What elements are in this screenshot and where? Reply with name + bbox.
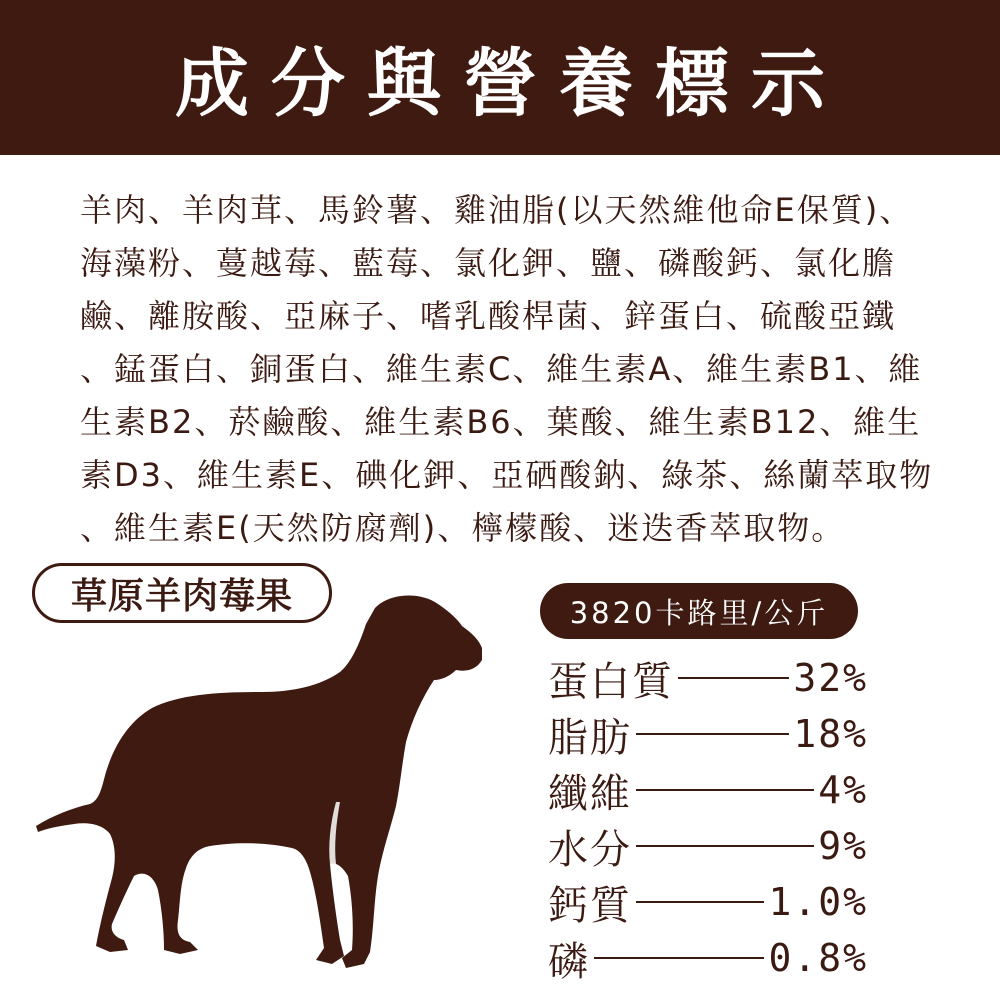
ingredient-line: 羊肉、羊肉茸、馬鈴薯、雞油脂(以天然維他命E保質)、: [80, 191, 914, 229]
nutrient-row: [548, 930, 868, 986]
nutrient-label: 脂肪: [548, 714, 632, 761]
nutrient-row: [548, 818, 868, 874]
ingredients-list: [80, 184, 940, 555]
ingredient-line: 生素B2、菸鹼酸、維生素B6、葉酸、維生素B12、維生: [80, 403, 922, 441]
nutrient-value: 0.8%: [768, 936, 868, 980]
ingredient-line: 鹼、離胺酸、亞麻子、嗜乳酸桿菌、鋅蛋白、硫酸亞鐵: [80, 297, 897, 335]
nutrient-value: 1.0%: [768, 880, 868, 924]
nutrient-row: [548, 706, 868, 762]
dog-silhouette-icon: [30, 580, 500, 980]
nutrient-label: 纖維: [548, 770, 632, 817]
nutrient-label: 水分: [548, 826, 632, 873]
nutrient-value: 4%: [818, 768, 868, 812]
nutrient-label: 磷: [548, 938, 590, 985]
nutrient-row: [548, 762, 868, 818]
page-title: 成分與營養標示: [175, 40, 847, 127]
leader-line: [594, 957, 764, 959]
leader-line: [636, 789, 814, 791]
nutrient-value: 32%: [793, 656, 868, 700]
nutrient-row: [548, 650, 868, 706]
nutrient-label: 鈣質: [548, 882, 632, 929]
nutrient-value: 9%: [818, 824, 868, 868]
leader-line: [636, 901, 764, 903]
ingredient-line: 、錳蛋白、銅蛋白、維生素C、維生素A、維生素B1、維: [80, 350, 923, 388]
nutrient-label: 蛋白質: [548, 658, 674, 705]
ingredient-line: 、維生素E(天然防腐劑)、檸檬酸、迷迭香萃取物。: [80, 509, 846, 547]
header-banner: [0, 0, 1000, 155]
leader-line: [636, 845, 814, 847]
nutrient-value: 18%: [793, 712, 868, 756]
leader-line: [636, 733, 789, 735]
recipe-name-label: 草原羊肉莓果: [32, 563, 332, 623]
ingredient-line: 海藻粉、蔓越莓、藍莓、氯化鉀、鹽、磷酸鈣、氯化膽: [80, 244, 897, 282]
nutrient-table: [548, 650, 868, 986]
nutrient-row: [548, 874, 868, 930]
ingredient-line: 素D3、維生素E、碘化鉀、亞硒酸鈉、綠茶、絲蘭萃取物: [80, 456, 934, 494]
leader-line: [678, 677, 789, 679]
calorie-badge: 3820卡路里/公斤: [540, 583, 858, 639]
